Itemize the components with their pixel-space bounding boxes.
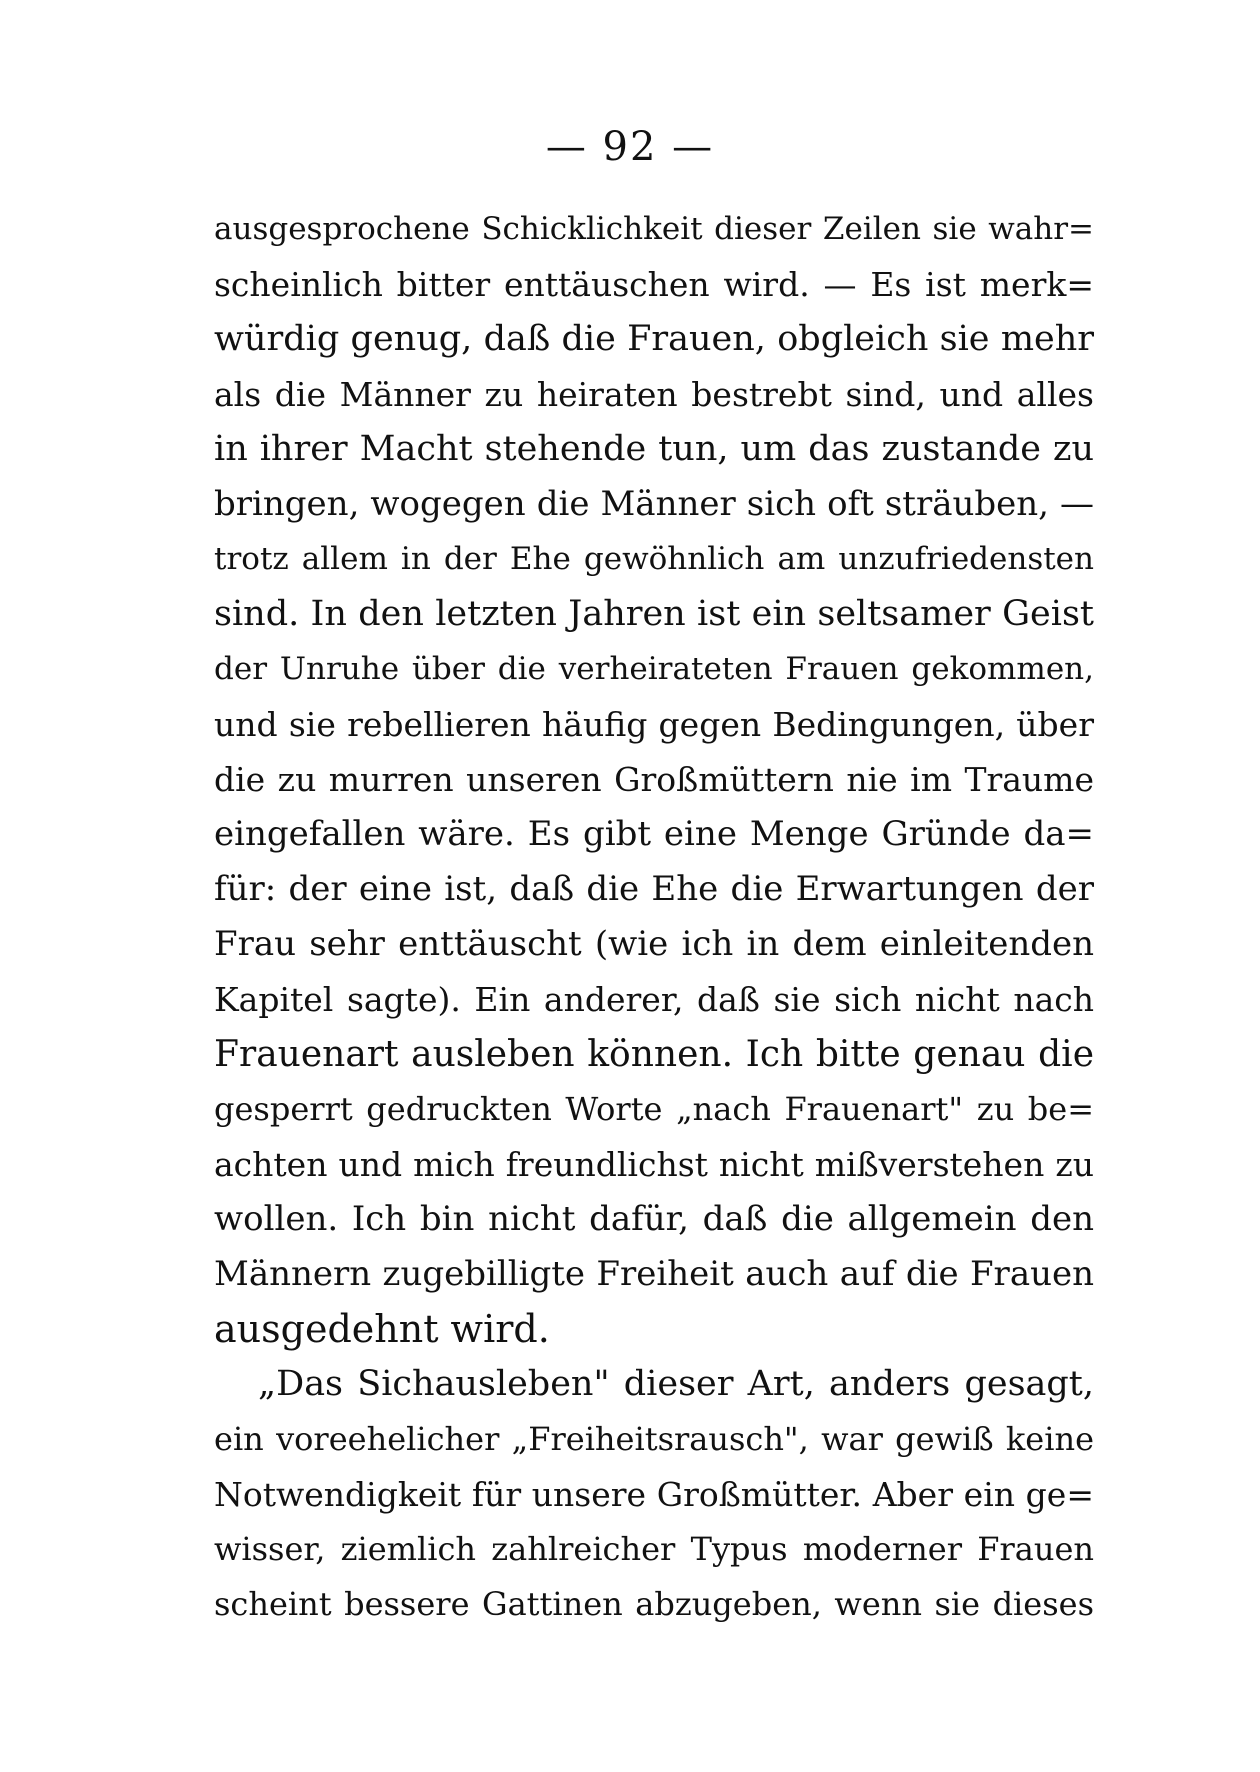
text-line: scheinlich bitter enttäuschen wird. — Es ist merk=: [214, 265, 1094, 304]
text-line: für: der eine ist, daß die Ehe die Erwartungen der: [214, 869, 1094, 909]
text-line: gesperrt gedruckten Worte „nach Frauenart" zu be=: [214, 1090, 1094, 1128]
text-line-paragraph-start: „Das Sichausleben" dieser Art, anders gesagt,: [258, 1364, 1094, 1404]
text-line: würdig genug, daß die Frauen, obgleich sie mehr: [214, 319, 1094, 359]
text-line: ein voreehelicher „Freiheitsrausch", war gewiß keine: [214, 1420, 1094, 1458]
text-line: die zu murren unseren Großmüttern nie im Traume: [214, 760, 1094, 799]
body-text: [214, 202, 1094, 1632]
text-line: wisser, ziemlich zahlreicher Typus moderner Frauen: [214, 1530, 1094, 1568]
text-line-paragraph-end: ausgedehnt wird.: [214, 1307, 550, 1351]
text-line: ausgesprochene Schicklichkeit dieser Zeilen sie wahr=: [214, 211, 1094, 247]
text-line: Kapitel sagte). Ein anderer, daß sie sich nicht nach: [214, 980, 1094, 1019]
text-line: eingefallen wäre. Es gibt eine Menge Gründe da=: [214, 814, 1094, 854]
text-line: achten und mich freundlichst nicht mißverstehen zu: [214, 1145, 1094, 1184]
text-line: scheint bessere Gattinen abzugeben, wenn sie dieses: [214, 1585, 1094, 1623]
text-line: trotz allem in der Ehe gewöhnlich am unzufriedensten: [214, 541, 1094, 577]
text-line: bringen, wogegen die Männer sich oft sträuben, —: [214, 484, 1094, 524]
text-line: Frau sehr enttäuscht (wie ich in dem einleitenden: [214, 924, 1094, 964]
text-line: Männern zugebilligte Freiheit auch auf die Frauen: [214, 1254, 1094, 1294]
text-line: wollen. Ich bin nicht dafür, daß die allgemein den: [214, 1199, 1094, 1239]
text-line: Notwendigkeit für unsere Großmütter. Aber ein ge=: [214, 1475, 1094, 1514]
text-line: und sie rebellieren häufig gegen Bedingungen, über: [214, 705, 1094, 744]
page-number: — 92 —: [545, 124, 715, 170]
text-line: in ihrer Macht stehende tun, um das zustande zu: [214, 429, 1094, 469]
text-line: sind. In den letzten Jahren ist ein seltsamer Geist: [214, 594, 1094, 634]
text-line: Frauenart ausleben können. Ich bitte genau die: [214, 1034, 1094, 1075]
text-line: der Unruhe über die verheirateten Frauen gekommen,: [214, 651, 1094, 687]
text-line: als die Männer zu heiraten bestrebt sind, und alles: [214, 375, 1094, 414]
